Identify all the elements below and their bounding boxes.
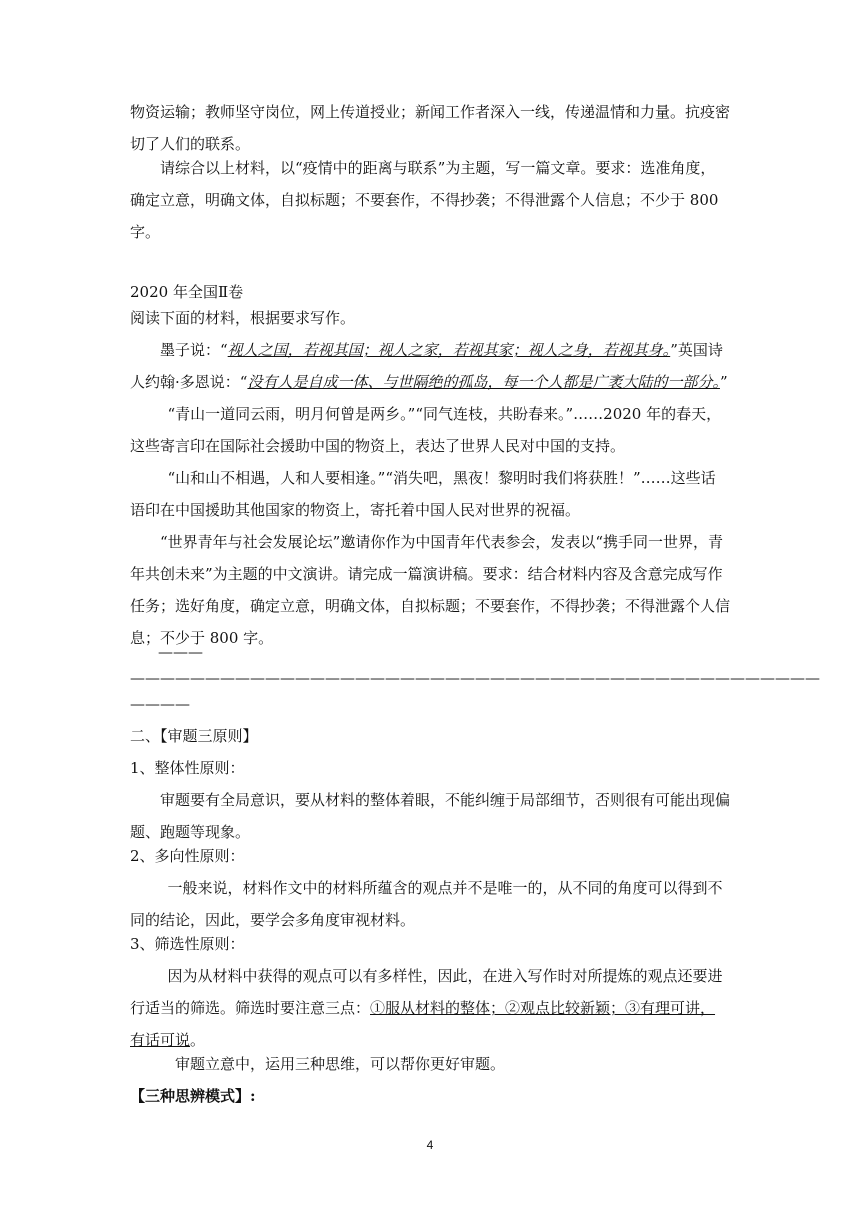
- modes-heading: [130, 1080, 730, 1112]
- principle-3-body: [130, 960, 730, 1056]
- paragraph-line: 切了人们的联系。: [130, 135, 251, 153]
- quote-prefix: 墨子说：“: [160, 341, 228, 359]
- paragraph-top-continuation: [130, 96, 730, 160]
- modes-heading-text: 【三种思辨模式】:: [130, 1087, 256, 1105]
- donne-quote: 没有人是自成一体、与世隔绝的孤岛，每一个人都是广袤大陆的一部分。: [247, 373, 720, 391]
- principle-3-title: 3、筛选性原则：: [130, 935, 245, 953]
- principle-2-body: 一般来说，材料作文中的材料所蕴含的观点并不是唯一的，从不同的角度可以得到不同的结论，因此，要学会多角度审视材料。: [130, 879, 723, 929]
- principle-3-text: 因为从材料中获得的观点可以有多样性，因此，在进入写作时对所提炼的观点还要进行适当的筛选。筛选时要注意三点：: [130, 967, 723, 1017]
- divider-long: ——————————————————————————————————————————————: [130, 669, 820, 687]
- summary-line: 审题立意中，运用三种思维，可以帮你更好审题。: [175, 1055, 506, 1073]
- paragraph-line: 物资运输；教师坚守岗位，网上传道授业；新闻工作者深入一线，传递温情和力量。抗疫密: [130, 103, 731, 121]
- exam-intro: 阅读下面的材料，根据要求写作。: [130, 309, 356, 327]
- quote-suffix: ”: [719, 373, 728, 391]
- principle-1-title: 1、整体性原则：: [130, 759, 245, 777]
- principle-1-body: 审题要有全局意识，要从材料的整体着眼，不能纠缠于局部细节，否则很有可能出现偏题、跑题等现象。: [130, 791, 731, 841]
- paragraph-shan: “山和山不相遇，人和人要相逢。”“消失吧，黑夜！黎明时我们将获胜！”……这些话语印在中国援助其他国家的物资上，寄托着中国人民对世界的祝福。: [130, 469, 716, 519]
- exam-title: 2020 年全国Ⅱ卷: [130, 283, 244, 301]
- divider-short: ———: [158, 643, 203, 661]
- paragraph-quotes: [130, 334, 730, 398]
- mozi-quote: 视人之国，若视其国；视人之家，若视其家；视人之身，若视其身。: [227, 341, 671, 359]
- page-number: 4: [426, 1138, 434, 1152]
- paragraph-writing-prompt: 请综合以上材料，以“疫情中的距离与联系”为主题，写一篇文章。要求：选准角度，确定立意，明确文体，自拟标题；不要套作，不得抄袭；不得泄露个人信息；不少于 800 字。: [130, 159, 719, 241]
- quote-middle: ”英国诗人约翰·多恩说：“: [130, 341, 723, 391]
- principle-3-points: ①服从材料的整体；②观点比较新颖；③有理可讲，有话可说: [130, 999, 716, 1049]
- principle-2-title: 2、多向性原则：: [130, 847, 245, 865]
- divider-short: ————: [130, 695, 190, 713]
- paragraph-qingshan: “青山一道同云雨，明月何曾是两乡。”“同气连枝，共盼春来。”……2020 年的春天，这些寄言印在国际社会援助中国的物资上，表达了世界人民对中国的支持。: [130, 405, 722, 455]
- section-heading: 二、【审题三原则】: [130, 727, 258, 745]
- principle-3-end: 。: [190, 1031, 206, 1049]
- paragraph-task: “世界青年与社会发展论坛”邀请你作为中国青年代表参会，发表以“携手同一世界，青年共创未来”为主题的中文演讲。请完成一篇演讲稿。要求：结合材料内容及含意完成写作任务；选好角度，确定立意，明确文体，自拟标题；不要套作，不得抄袭；不得泄露个人信息；不少于 800 字。: [130, 533, 731, 647]
